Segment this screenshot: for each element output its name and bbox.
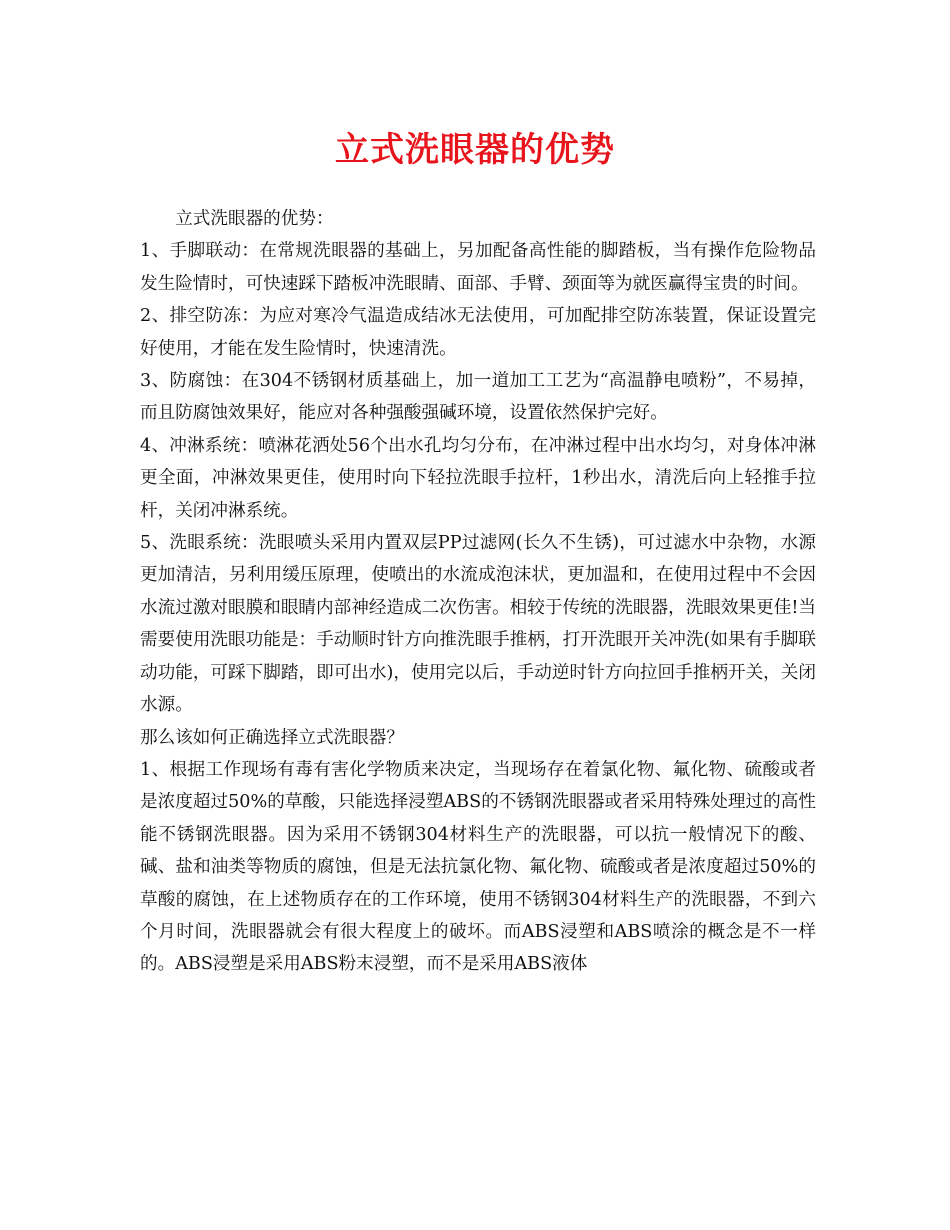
- paragraph-shower-system: 4、冲淋系统：喷淋花洒处56个出水孔均匀分布，在冲淋过程中出水均匀，对身体冲淋更全面，冲淋效果更佳，使用时向下轻拉洗眼手拉杆，1秒出水，清洗后向上轻推手拉杆，关闭冲淋系统。: [140, 435, 816, 521]
- paragraph-hand-foot-linkage: 1、手脚联动：在常规洗眼器的基础上，另加配备高性能的脚踏板，当有操作危险物品发生险情时，可快速踩下踏板冲洗眼睛、面部、手臂、颈面等为就医赢得宝贵的时间。: [140, 241, 816, 294]
- document-title: 立式洗眼器的优势: [335, 130, 615, 170]
- paragraph-eyewash-system: 5、洗眼系统：洗眼喷头采用内置双层PP过滤网(长久不生锈)，可过滤水中杂物，水源更加清洁，另利用缓压原理，使喷出的水流成泡沫状，更加温和，在使用过程中不会因水流过激对眼膜和眼睛内部神经造成二次伤害。相较于传统的洗眼器，洗眼效果更佳!当需要使用洗眼功能是：手动顺时针方向推洗眼手推柄，打开洗眼开关冲洗(如果有手脚联动功能，可踩下脚踏，即可出水)，使用完以后，手动逆时针方向拉回手推柄开关，关闭水源。: [140, 533, 816, 716]
- document-body: [140, 203, 816, 981]
- paragraph-selection-point-1: 1、根据工作现场有毒有害化学物质来决定，当现场存在着氯化物、氟化物、硫酸或者是浓度超过50%的草酸，只能选择浸塑ABS的不锈钢洗眼器或者采用特殊处理过的高性能不锈钢洗眼器。因为采用不锈钢304材料生产的洗眼器，可以抗一般情况下的酸、碱、盐和油类等物质的腐蚀，但是无法抗氯化物、氟化物、硫酸或者是浓度超过50%的草酸的腐蚀，在上述物质存在的工作环境，使用不锈钢304材料生产的洗眼器，不到六个月时间，洗眼器就会有很大程度上的破坏。而ABS浸塑和ABS喷涂的概念是不一样的。ABS浸塑是采用ABS粉末浸塑，而不是采用ABS液体: [140, 759, 816, 975]
- paragraph-drain-antifreeze: 2、排空防冻：为应对寒冷气温造成结冰无法使用，可加配排空防冻装置，保证设置完好使用，才能在发生险情时，快速清洗。: [140, 306, 816, 359]
- intro-paragraph: 立式洗眼器的优势：: [175, 209, 334, 229]
- paragraph-selection-question: 那么该如何正确选择立式洗眼器？: [140, 727, 404, 748]
- paragraph-anticorrosion: 3、防腐蚀：在304不锈钢材质基础上，加一道加工工艺为“高温静电喷粉”，不易掉，而且防腐蚀效果好，能应对各种强酸强碱环境，设置依然保护完好。: [140, 371, 816, 424]
